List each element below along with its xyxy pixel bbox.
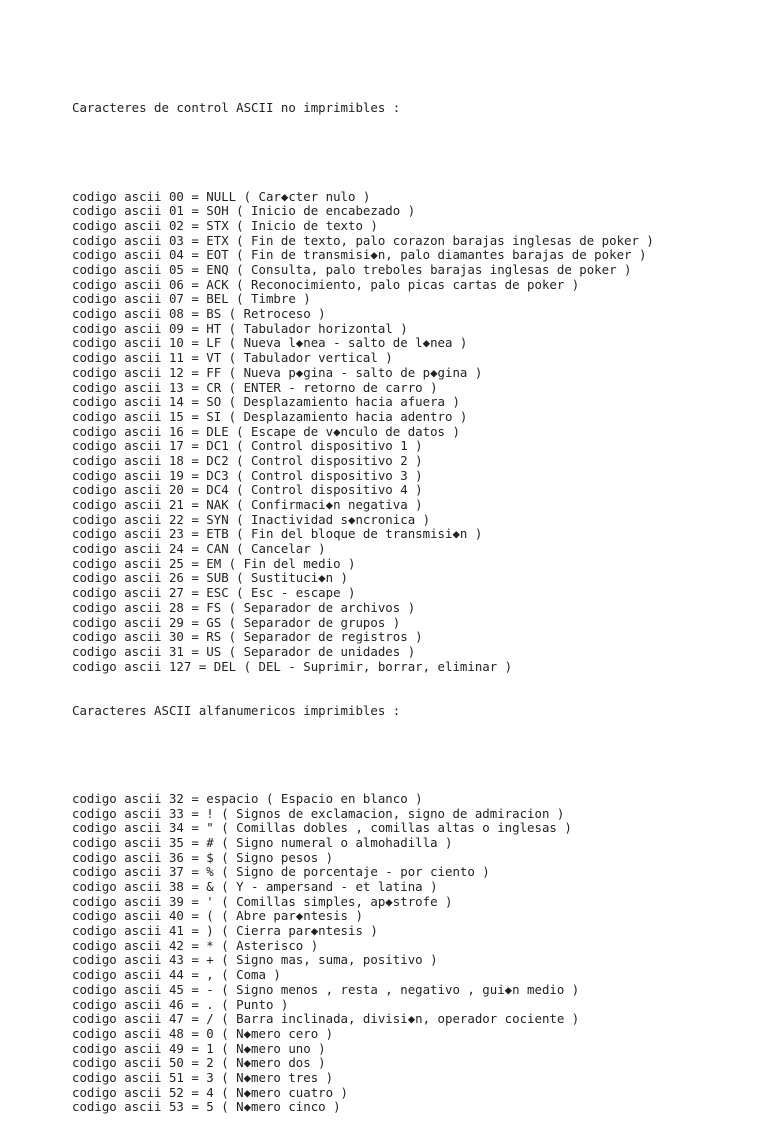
list-item: codigo ascii 47 = / ( Barra inclinada, divisi◆n, operador cociente )	[72, 1011, 580, 1027]
blank-line	[72, 748, 752, 763]
list-item: codigo ascii 30 = RS ( Separador de registros )	[72, 629, 423, 645]
list-item: codigo ascii 17 = DC1 ( Control dispositivo 1 )	[72, 438, 423, 454]
list-item: codigo ascii 42 = * ( Asterisco )	[72, 937, 319, 953]
list-item: codigo ascii 16 = DLE ( Escape de v◆nculo de datos )	[72, 423, 460, 439]
list-item: codigo ascii 06 = ACK ( Reconocimiento, palo picas cartas de poker )	[72, 276, 580, 292]
list-item: codigo ascii 49 = 1 ( N◆mero uno )	[72, 1040, 326, 1056]
list-item: codigo ascii 11 = VT ( Tabulador vertical )	[72, 350, 393, 366]
list-item: codigo ascii 34 = " ( Comillas dobles , comillas altas o inglesas )	[72, 820, 572, 836]
section-title-control: Caracteres de control ASCII no imprimibles :	[72, 100, 401, 116]
list-item: codigo ascii 40 = ( ( Abre par◆ntesis )	[72, 908, 363, 924]
list-item: codigo ascii 25 = EM ( Fin del medio )	[72, 555, 356, 571]
list-item: codigo ascii 23 = ETB ( Fin del bloque de transmisi◆n )	[72, 526, 483, 542]
list-item: codigo ascii 13 = CR ( ENTER - retorno de carro )	[72, 379, 438, 395]
list-item: codigo ascii 29 = GS ( Separador de grupos )	[72, 614, 401, 630]
list-item: codigo ascii 24 = CAN ( Cancelar )	[72, 541, 326, 557]
list-item: codigo ascii 01 = SOH ( Inicio de encabezado )	[72, 203, 416, 219]
list-item: codigo ascii 44 = , ( Coma )	[72, 967, 281, 983]
list-item: codigo ascii 51 = 3 ( N◆mero tres )	[72, 1069, 334, 1085]
list-item: codigo ascii 22 = SYN ( Inactividad s◆ncronica )	[72, 511, 431, 527]
list-item: codigo ascii 43 = + ( Signo mas, suma, positivo )	[72, 952, 438, 968]
list-item: codigo ascii 28 = FS ( Separador de archivos )	[72, 599, 416, 615]
list-item: codigo ascii 38 = & ( Y - ampersand - et latina )	[72, 879, 438, 894]
list-item: codigo ascii 15 = SI ( Desplazamiento hacia adentro )	[72, 408, 468, 424]
document-text	[72, 72, 752, 1144]
list-item: codigo ascii 04 = EOT ( Fin de transmisi◆n, palo diamantes barajas de poker )	[72, 247, 647, 263]
list-item: codigo ascii 32 = espacio ( Espacio en blanco )	[72, 790, 423, 806]
list-item: codigo ascii 08 = BS ( Retroceso )	[72, 306, 326, 322]
list-item: codigo ascii 53 = 5 ( N◆mero cinco )	[72, 1099, 341, 1115]
list-item: codigo ascii 35 = # ( Signo numeral o almohadilla )	[72, 834, 453, 850]
list-item: codigo ascii 26 = SUB ( Sustituci◆n )	[72, 570, 349, 586]
blank-line	[72, 146, 752, 161]
list-item: codigo ascii 36 = $ ( Signo pesos )	[72, 849, 334, 865]
list-item: codigo ascii 07 = BEL ( Timbre )	[72, 291, 311, 307]
list-item: codigo ascii 27 = ESC ( Esc - escape )	[72, 585, 356, 601]
list-item: codigo ascii 21 = NAK ( Confirmaci◆n negativa )	[72, 497, 423, 513]
list-item: codigo ascii 52 = 4 ( N◆mero cuatro )	[72, 1084, 349, 1100]
list-item: codigo ascii 45 = - ( Signo menos , resta , negativo , gui◆n medio )	[72, 981, 580, 997]
list-item: codigo ascii 00 = NULL ( Car◆cter nulo )	[72, 188, 371, 204]
list-item: codigo ascii 39 = ' ( Comillas simples, ap◆strofe )	[72, 893, 453, 909]
list-item: codigo ascii 31 = US ( Separador de unidades )	[72, 643, 416, 659]
list-item: codigo ascii 20 = DC4 ( Control dispositivo 4 )	[72, 482, 423, 498]
list-item: codigo ascii 48 = 0 ( N◆mero cero )	[72, 1025, 334, 1041]
list-item: codigo ascii 33 = ! ( Signos de exclamacion, signo de admiracion )	[72, 805, 565, 821]
list-item: codigo ascii 03 = ETX ( Fin de texto, palo corazon barajas inglesas de poker )	[72, 232, 654, 248]
list-item: codigo ascii 18 = DC2 ( Control dispositivo 2 )	[72, 452, 423, 468]
list-item: codigo ascii 05 = ENQ ( Consulta, palo treboles barajas inglesas de poker )	[72, 262, 632, 278]
list-item: codigo ascii 14 = SO ( Desplazamiento hacia afuera )	[72, 394, 460, 410]
list-item: codigo ascii 10 = LF ( Nueva l◆nea - salto de l◆nea )	[72, 335, 468, 351]
list-item: codigo ascii 127 = DEL ( DEL - Suprimir, borrar, eliminar )	[72, 658, 513, 674]
list-item: codigo ascii 46 = . ( Punto )	[72, 996, 289, 1012]
list-item: codigo ascii 41 = ) ( Cierra par◆ntesis )	[72, 923, 378, 939]
section-title-printable: Caracteres ASCII alfanumericos imprimibles :	[72, 702, 401, 718]
control-character-list	[72, 190, 752, 675]
list-item: codigo ascii 12 = FF ( Nueva p◆gina - salto de p◆gina )	[72, 364, 483, 380]
list-item: codigo ascii 37 = % ( Signo de porcentaje - por ciento )	[72, 864, 490, 880]
list-item: codigo ascii 19 = DC3 ( Control dispositivo 3 )	[72, 467, 423, 483]
list-item: codigo ascii 50 = 2 ( N◆mero dos )	[72, 1055, 326, 1071]
list-item: codigo ascii 02 = STX ( Inicio de texto )	[72, 217, 378, 233]
list-item: codigo ascii 09 = HT ( Tabulador horizontal )	[72, 320, 408, 336]
printable-character-list	[72, 792, 752, 1115]
